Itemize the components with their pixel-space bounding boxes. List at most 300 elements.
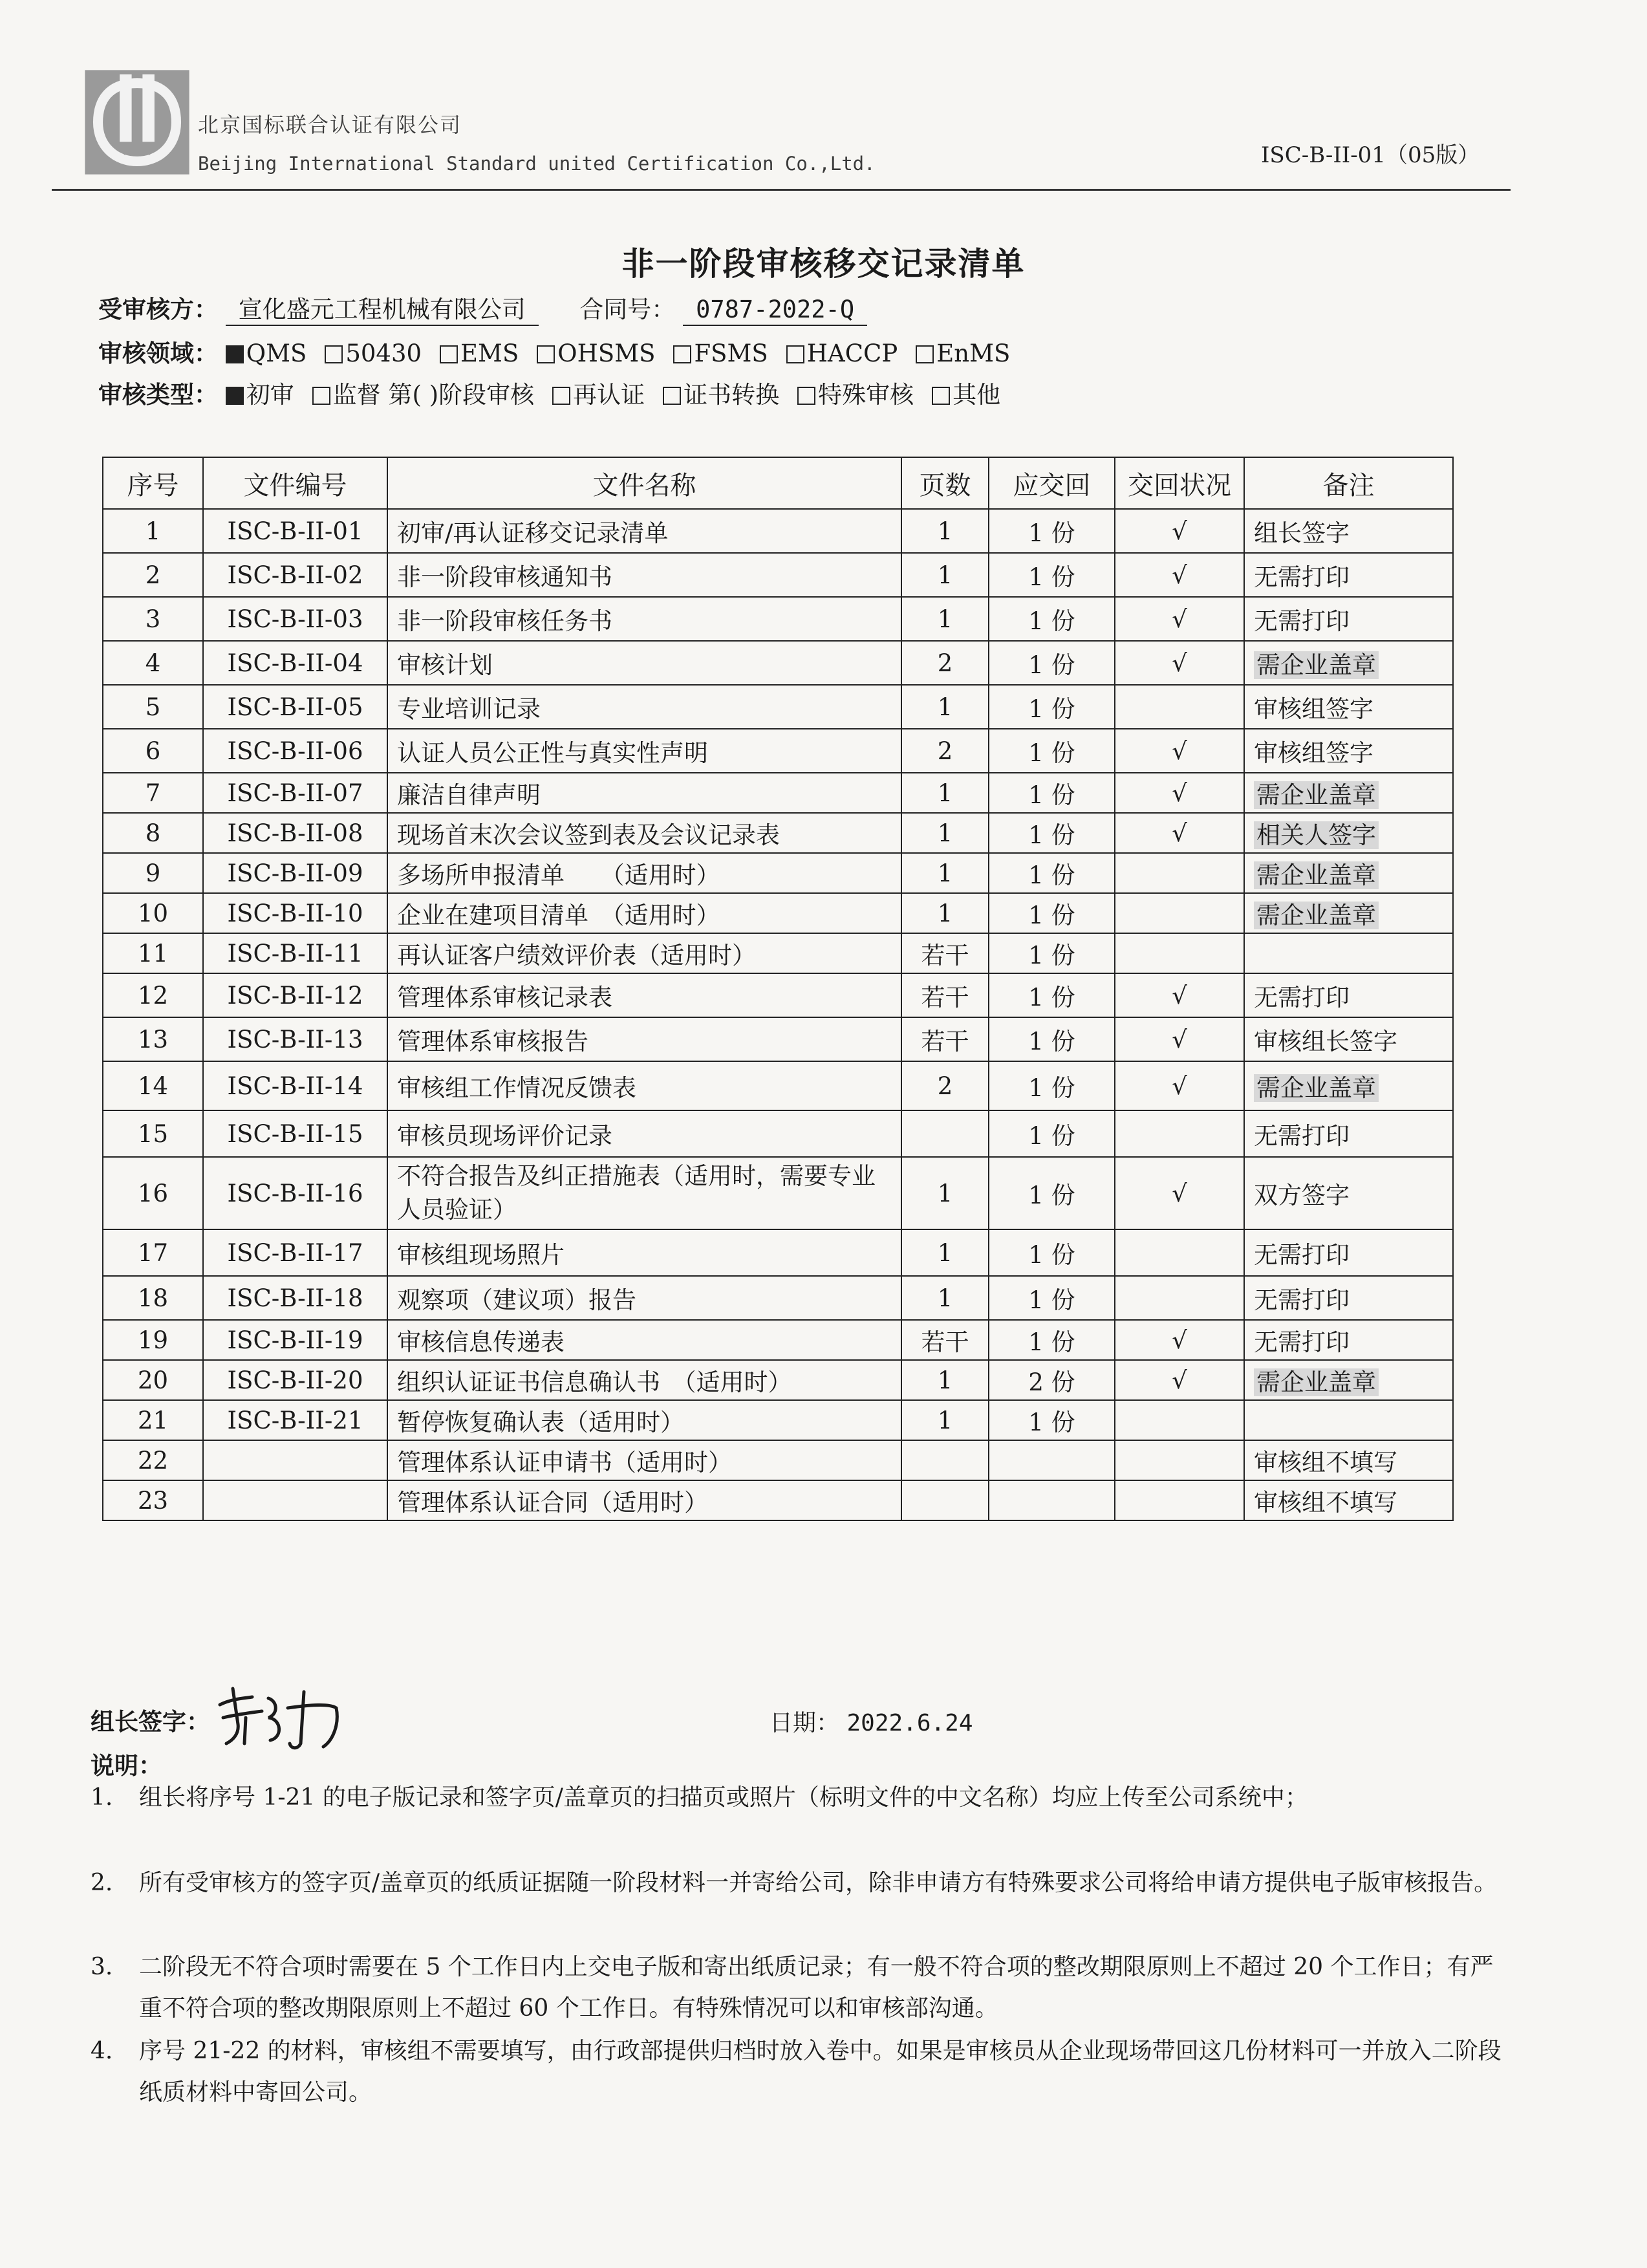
row-note-cell <box>1244 933 1453 973</box>
row-note: 审核组签字 <box>1254 739 1373 767</box>
row-file-code: ISC-B-II-13 <box>227 1025 363 1053</box>
row-file-code: ISC-B-II-01 <box>227 517 363 545</box>
row-status: √ <box>1172 737 1187 765</box>
table-row <box>103 813 1453 853</box>
row-status-cell <box>1115 1360 1244 1400</box>
row-file-name: 廉洁自律声明 <box>397 781 541 809</box>
row-no: 13 <box>137 1025 169 1053</box>
row-status-cell <box>1115 1017 1244 1061</box>
row-note: 需企业盖章 <box>1254 1368 1379 1396</box>
row-pages-cell <box>901 1229 989 1276</box>
table-row <box>103 729 1453 773</box>
row-pages-cell <box>901 509 989 553</box>
row-status: √ <box>1172 1072 1187 1100</box>
row-pages: 1 <box>937 605 953 633</box>
row-note: 审核组不填写 <box>1254 1489 1397 1517</box>
row-pages-cell <box>901 893 989 933</box>
row-note: 无需打印 <box>1254 1241 1350 1269</box>
row-status-cell <box>1115 685 1244 729</box>
row-copies: 1 份 <box>1028 1328 1075 1356</box>
table-row <box>103 1229 1453 1276</box>
row-status-cell <box>1115 1440 1244 1480</box>
row-no-cell <box>103 813 203 853</box>
row-no-cell <box>103 685 203 729</box>
row-copies-cell <box>989 1061 1115 1110</box>
row-copies-cell <box>989 973 1115 1017</box>
row-file-code-cell <box>203 1157 387 1229</box>
row-note-cell <box>1244 893 1453 933</box>
row-note: 需企业盖章 <box>1254 651 1379 679</box>
row-file-name: 初审/再认证移交记录清单 <box>397 519 669 547</box>
row-file-code: ISC-B-II-03 <box>227 605 363 633</box>
row-note-cell <box>1244 1276 1453 1320</box>
row-status-cell <box>1115 853 1244 893</box>
table-row <box>103 597 1453 641</box>
row-pages-cell <box>901 1360 989 1400</box>
domain-option <box>786 340 898 367</box>
row-file-code-cell <box>203 813 387 853</box>
note-number: 1. <box>91 1784 113 1811</box>
date-value: 2022.6.24 <box>846 1710 973 1736</box>
table-row <box>103 1157 1453 1229</box>
row-copies: 1 份 <box>1028 902 1075 929</box>
auditee-label: 受审核方： <box>98 295 218 323</box>
domain-checkbox[interactable] <box>916 345 934 363</box>
row-copies-cell <box>989 729 1115 773</box>
row-note-cell <box>1244 1017 1453 1061</box>
row-file-code-cell <box>203 1320 387 1360</box>
row-copies: 1 份 <box>1028 942 1075 969</box>
row-file-name-cell <box>387 1400 901 1440</box>
row-status-cell <box>1115 1110 1244 1157</box>
row-note-cell <box>1244 813 1453 853</box>
row-file-code: ISC-B-II-04 <box>227 649 363 677</box>
row-file-name: 非一阶段审核通知书 <box>397 563 612 591</box>
audit-type-option <box>797 381 914 409</box>
row-no: 5 <box>145 693 161 721</box>
table-row <box>103 973 1453 1017</box>
domain-option-label: EMS <box>460 340 519 367</box>
col-header-name: 文件名称 <box>387 457 901 509</box>
row-file-name-cell <box>387 973 901 1017</box>
audit-type-option-label: 监督 <box>332 381 381 409</box>
row-file-code: ISC-B-II-15 <box>227 1119 363 1148</box>
company-name-cn: 北京国标联合认证有限公司 <box>198 113 462 137</box>
row-no-cell <box>103 729 203 773</box>
row-pages: 1 <box>937 1406 953 1434</box>
table-row <box>103 1017 1453 1061</box>
row-file-code-cell <box>203 729 387 773</box>
row-status-cell <box>1115 1480 1244 1520</box>
row-no: 17 <box>137 1238 169 1267</box>
row-pages-cell <box>901 1400 989 1440</box>
row-file-name: 组织认证证书信息确认书 （适用时） <box>397 1368 792 1396</box>
row-file-code-cell <box>203 973 387 1017</box>
row-note: 组长签字 <box>1254 519 1350 547</box>
table-row <box>103 685 1453 729</box>
row-status-cell <box>1115 933 1244 973</box>
row-file-code-cell <box>203 1480 387 1520</box>
domain-option <box>440 340 519 367</box>
audit-type-checkbox[interactable] <box>797 387 815 405</box>
row-note-cell <box>1244 1061 1453 1110</box>
domain-option-label: EnMS <box>936 340 1011 367</box>
col-header-copies: 应交回 <box>989 457 1115 509</box>
row-no-cell <box>103 853 203 893</box>
domain-checkbox[interactable] <box>226 345 244 363</box>
note-item <box>91 2031 1507 2113</box>
table-row <box>103 1440 1453 1480</box>
audit-type-checkbox[interactable] <box>226 387 244 405</box>
domain-checkbox[interactable] <box>786 345 804 363</box>
row-file-code-cell <box>203 1440 387 1480</box>
audit-type-checkbox[interactable] <box>932 387 950 405</box>
row-copies-cell <box>989 1480 1115 1520</box>
row-pages: 1 <box>937 1238 953 1267</box>
audit-type-option <box>226 381 294 409</box>
row-copies-cell <box>989 1110 1115 1157</box>
row-file-name: 管理体系审核记录表 <box>397 984 612 1011</box>
row-note: 审核组签字 <box>1254 695 1373 723</box>
row-file-code-cell <box>203 773 387 813</box>
row-copies-cell <box>989 597 1115 641</box>
row-pages-cell <box>901 641 989 685</box>
row-file-name: 审核信息传递表 <box>397 1328 565 1356</box>
note-text: 二阶段无不符合项时需要在 5 个工作日内上交电子版和寄出纸质记录；有一般不符合项的整改期限原则上不超过 20 个工作日；有严重不符合项的整改期限原则上不超过 60 个工作日。有特殊情况可以和审核部沟通。 <box>139 1954 1494 2022</box>
row-no: 21 <box>137 1406 169 1434</box>
row-status: √ <box>1172 779 1187 807</box>
note-text: 序号 21-22 的材料，审核组不需要填写，由行政部提供归档时放入卷中。如果是审核员从企业现场带回这几份材料可一并放入二阶段纸质材料中寄回公司。 <box>139 2038 1502 2106</box>
row-copies-cell <box>989 1017 1115 1061</box>
row-file-code-cell <box>203 509 387 553</box>
row-note-cell <box>1244 973 1453 1017</box>
table-row <box>103 1360 1453 1400</box>
row-copies: 1 份 <box>1028 651 1075 679</box>
row-no-cell <box>103 1400 203 1440</box>
row-file-name-cell <box>387 893 901 933</box>
row-note: 需企业盖章 <box>1254 781 1379 809</box>
row-no: 4 <box>145 649 161 677</box>
row-file-code-cell <box>203 1061 387 1110</box>
contract-label: 合同号： <box>579 296 676 323</box>
row-copies: 1 份 <box>1028 1122 1075 1150</box>
notes-heading: 说明： <box>91 1751 162 1780</box>
row-note: 需企业盖章 <box>1254 861 1379 889</box>
row-note-cell <box>1244 553 1453 597</box>
row-file-name: 再认证客户绩效评价表（适用时） <box>397 942 756 969</box>
audit-type-option <box>663 381 779 409</box>
row-no-cell <box>103 1017 203 1061</box>
row-copies-cell <box>989 1157 1115 1229</box>
row-file-name: 暂停恢复确认表（适用时） <box>397 1409 684 1436</box>
row-pages: 1 <box>937 693 953 721</box>
auditee-line <box>98 290 867 325</box>
col-header-pages: 页数 <box>901 457 989 509</box>
audit-type-checkbox[interactable] <box>663 387 681 405</box>
col-header-no: 序号 <box>103 457 203 509</box>
audit-type-checkbox[interactable] <box>552 387 570 405</box>
domain-checkbox[interactable] <box>325 345 343 363</box>
row-copies: 1 份 <box>1028 1241 1075 1269</box>
row-no: 23 <box>137 1486 169 1515</box>
row-no: 20 <box>137 1366 169 1394</box>
row-file-code: ISC-B-II-07 <box>227 779 363 807</box>
row-file-name-cell <box>387 553 901 597</box>
company-logo <box>83 68 191 177</box>
row-file-code-cell <box>203 1017 387 1061</box>
row-status-cell <box>1115 729 1244 773</box>
domain-checkbox[interactable] <box>440 345 458 363</box>
row-status-cell <box>1115 1157 1244 1229</box>
row-pages-cell <box>901 553 989 597</box>
row-file-name-cell <box>387 1360 901 1400</box>
row-pages: 2 <box>937 649 953 677</box>
audit-type-option-suffix: 第( )阶段审核 <box>380 381 535 409</box>
table-row <box>103 933 1453 973</box>
row-file-name-cell <box>387 933 901 973</box>
table-row <box>103 641 1453 685</box>
row-file-name-cell <box>387 1229 901 1276</box>
table-header-row <box>103 457 1453 509</box>
table-row <box>103 1480 1453 1520</box>
row-file-name-cell <box>387 509 901 553</box>
row-file-code: ISC-B-II-12 <box>227 981 363 1010</box>
col-header-note: 备注 <box>1244 457 1453 509</box>
row-no-cell <box>103 553 203 597</box>
row-file-name: 管理体系审核报告 <box>397 1028 588 1055</box>
row-copies-cell <box>989 553 1115 597</box>
form-code: ISC-B-II-01（05版） <box>1261 142 1480 168</box>
row-no: 19 <box>137 1326 169 1354</box>
row-copies-cell <box>989 1440 1115 1480</box>
leader-signature <box>207 1679 375 1756</box>
row-pages-cell <box>901 933 989 973</box>
note-item <box>91 1947 1507 2029</box>
row-status-cell <box>1115 641 1244 685</box>
row-pages-cell <box>901 1276 989 1320</box>
row-no-cell <box>103 933 203 973</box>
row-pages: 若干 <box>921 1328 969 1356</box>
audit-type-option-label: 初审 <box>246 381 294 409</box>
row-file-name-cell <box>387 1110 901 1157</box>
col-header-status: 交回状况 <box>1115 457 1244 509</box>
row-note: 无需打印 <box>1254 1286 1350 1314</box>
row-file-name-cell <box>387 853 901 893</box>
row-file-name-cell <box>387 773 901 813</box>
row-file-name-cell <box>387 1017 901 1061</box>
row-note-cell <box>1244 1480 1453 1520</box>
row-no: 22 <box>137 1446 169 1474</box>
row-pages-cell <box>901 1110 989 1157</box>
row-file-name-cell <box>387 641 901 685</box>
row-pages: 1 <box>937 1284 953 1312</box>
row-file-code: ISC-B-II-06 <box>227 737 363 765</box>
note-text: 组长将序号 1-21 的电子版记录和签字页/盖章页的扫描页或照片（标明文件的中文名称）均应上传至公司系统中； <box>139 1784 1308 1811</box>
row-pages: 1 <box>937 899 953 927</box>
row-file-name: 管理体系认证申请书（适用时） <box>397 1449 732 1476</box>
row-no-cell <box>103 1360 203 1400</box>
row-file-code: ISC-B-II-16 <box>227 1179 363 1207</box>
row-file-code: ISC-B-II-09 <box>227 859 363 887</box>
row-file-code: ISC-B-II-17 <box>227 1238 363 1267</box>
row-no-cell <box>103 597 203 641</box>
note-text: 所有受审核方的签字页/盖章页的纸质证据随一阶段材料一并寄给公司，除非申请方有特殊要求公司将给申请方提供电子版审核报告。 <box>139 1870 1498 1896</box>
row-copies-cell <box>989 1229 1115 1276</box>
row-file-code: ISC-B-II-05 <box>227 693 363 721</box>
header-divider <box>52 189 1511 191</box>
row-no-cell <box>103 1276 203 1320</box>
row-file-code: ISC-B-II-19 <box>227 1326 363 1354</box>
row-status: √ <box>1172 819 1187 847</box>
row-status: √ <box>1172 1326 1187 1354</box>
row-no-cell <box>103 893 203 933</box>
row-file-name-cell <box>387 729 901 773</box>
row-note: 无需打印 <box>1254 1328 1350 1356</box>
row-no: 1 <box>145 517 161 545</box>
row-copies-cell <box>989 1400 1115 1440</box>
row-copies: 1 份 <box>1028 739 1075 767</box>
audit-type-option-label: 再认证 <box>573 381 645 409</box>
audit-type-option <box>312 381 534 409</box>
row-copies: 1 份 <box>1028 519 1075 547</box>
note-number: 2. <box>91 1870 113 1896</box>
row-copies: 1 份 <box>1028 607 1075 635</box>
note-item <box>91 1777 1507 1819</box>
row-no-cell <box>103 1110 203 1157</box>
row-no: 16 <box>137 1179 169 1207</box>
table-row <box>103 773 1453 813</box>
row-pages: 若干 <box>921 1028 969 1055</box>
row-pages-cell <box>901 1061 989 1110</box>
domain-option <box>537 340 655 367</box>
row-no: 18 <box>137 1284 169 1312</box>
row-pages-cell <box>901 685 989 729</box>
row-note: 无需打印 <box>1254 563 1350 591</box>
row-file-name-cell <box>387 813 901 853</box>
row-pages-cell <box>901 973 989 1017</box>
row-no-cell <box>103 1480 203 1520</box>
domain-option <box>916 340 1010 367</box>
domain-checkbox[interactable] <box>537 345 555 363</box>
row-file-name-cell <box>387 1276 901 1320</box>
row-file-name-cell <box>387 685 901 729</box>
table-row <box>103 1110 1453 1157</box>
row-note-cell <box>1244 1110 1453 1157</box>
row-pages: 1 <box>937 1366 953 1394</box>
row-note-cell <box>1244 1440 1453 1480</box>
row-status-cell <box>1115 509 1244 553</box>
row-copies-cell <box>989 685 1115 729</box>
row-copies: 1 份 <box>1028 1286 1075 1314</box>
row-copies: 1 份 <box>1028 695 1075 723</box>
audit-domain-line <box>98 334 1028 369</box>
row-pages: 1 <box>937 517 953 545</box>
row-file-code-cell <box>203 893 387 933</box>
row-status: √ <box>1172 1025 1187 1053</box>
document-title: 非一阶段审核移交记录清单 <box>621 244 1026 283</box>
row-copies: 1 份 <box>1028 1182 1075 1209</box>
row-note-cell <box>1244 1320 1453 1360</box>
row-file-name: 审核组现场照片 <box>397 1241 565 1269</box>
row-file-code: ISC-B-II-14 <box>227 1072 363 1100</box>
row-file-name: 审核计划 <box>397 651 493 679</box>
col-header-code: 文件编号 <box>203 457 387 509</box>
row-no: 14 <box>137 1072 169 1100</box>
row-file-name: 不符合报告及纠正措施表（适用时，需要专业人员验证） <box>397 1162 876 1224</box>
row-pages-cell <box>901 1157 989 1229</box>
row-pages-cell <box>901 813 989 853</box>
row-status-cell <box>1115 1320 1244 1360</box>
row-note-cell <box>1244 1400 1453 1440</box>
domain-checkbox[interactable] <box>673 345 691 363</box>
row-file-code-cell <box>203 597 387 641</box>
row-no: 9 <box>145 859 161 887</box>
row-file-name: 观察项（建议项）报告 <box>397 1286 636 1314</box>
row-note-cell <box>1244 1157 1453 1229</box>
row-file-name: 审核员现场评价记录 <box>397 1122 612 1150</box>
row-no: 11 <box>137 939 169 967</box>
audit-type-option-label: 其他 <box>953 381 1001 409</box>
row-status-cell <box>1115 973 1244 1017</box>
row-note: 审核组不填写 <box>1254 1449 1397 1476</box>
row-file-code: ISC-B-II-02 <box>227 561 363 589</box>
row-note: 审核组长签字 <box>1254 1028 1397 1055</box>
audit-type-checkbox[interactable] <box>312 387 330 405</box>
row-pages: 1 <box>937 859 953 887</box>
row-copies-cell <box>989 813 1115 853</box>
domain-option-label: FSMS <box>694 340 768 367</box>
table-row <box>103 553 1453 597</box>
row-no: 2 <box>145 561 161 589</box>
row-pages-cell <box>901 773 989 813</box>
row-copies-cell <box>989 1360 1115 1400</box>
note-number: 3. <box>91 1954 113 1980</box>
row-file-code: ISC-B-II-08 <box>227 819 363 847</box>
row-file-code: ISC-B-II-18 <box>227 1284 363 1312</box>
row-file-name-cell <box>387 1440 901 1480</box>
row-status-cell <box>1115 1061 1244 1110</box>
handover-table <box>102 457 1454 1521</box>
row-file-name-cell <box>387 597 901 641</box>
row-status-cell <box>1115 1229 1244 1276</box>
row-copies-cell <box>989 893 1115 933</box>
row-file-name: 非一阶段审核任务书 <box>397 607 612 635</box>
row-no: 10 <box>137 899 169 927</box>
row-note: 无需打印 <box>1254 1122 1350 1150</box>
audit-domain-label: 审核领域： <box>98 339 218 367</box>
domain-option-label: 50430 <box>345 340 422 367</box>
row-status: √ <box>1172 561 1187 589</box>
row-pages: 若干 <box>921 984 969 1011</box>
row-copies: 1 份 <box>1028 984 1075 1011</box>
date-label: 日期： <box>770 1710 840 1736</box>
row-file-code-cell <box>203 1110 387 1157</box>
row-note: 双方签字 <box>1254 1182 1350 1209</box>
row-no: 15 <box>137 1119 169 1148</box>
row-no-cell <box>103 1157 203 1229</box>
leader-signature-label: 组长签字： <box>91 1707 210 1736</box>
audit-type-option <box>932 381 1000 409</box>
row-copies: 1 份 <box>1028 821 1075 849</box>
row-no: 8 <box>145 819 161 847</box>
domain-option-label: HACCP <box>806 340 898 367</box>
row-file-code-cell <box>203 1360 387 1400</box>
company-name-en: Beijing International Standard united Certification Co.,Ltd. <box>198 153 876 175</box>
audit-type-option <box>552 381 645 409</box>
row-status: √ <box>1172 517 1187 545</box>
row-status-cell <box>1115 597 1244 641</box>
row-note-cell <box>1244 509 1453 553</box>
